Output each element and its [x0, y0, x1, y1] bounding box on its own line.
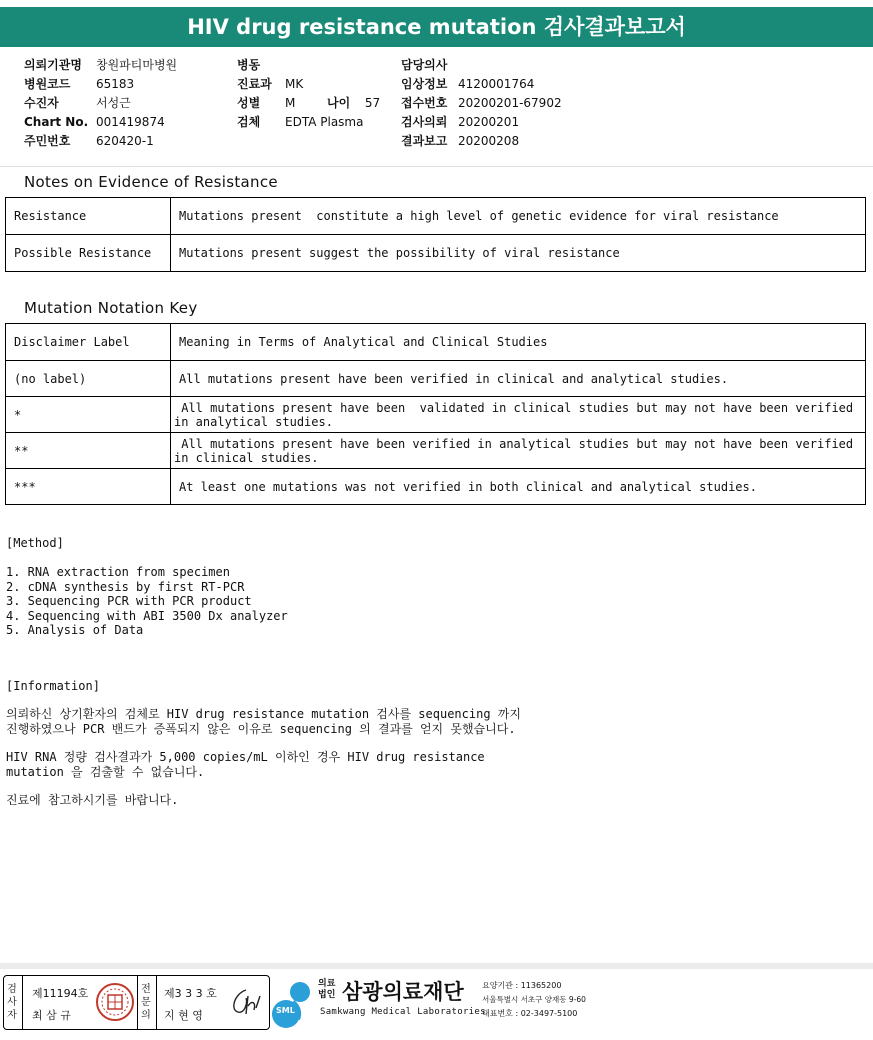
- notation-section-title: Mutation Notation Key: [24, 299, 198, 317]
- info-value: 001419874: [96, 115, 165, 129]
- organization-logo: [270, 975, 870, 1030]
- info-label: 담당의사: [401, 58, 448, 72]
- info-value: 20200208: [458, 134, 520, 148]
- info-field: [24, 75, 134, 93]
- info-value: 620420-1: [96, 134, 154, 148]
- sml-badge: SML: [276, 1006, 295, 1015]
- info-label: 병동: [237, 58, 261, 72]
- org-type-text: 의료법인: [318, 979, 336, 1000]
- info-label: 진료과: [237, 77, 272, 91]
- info-field: [24, 56, 177, 74]
- specialist-license: 제3 3 3 호: [164, 987, 217, 1000]
- evidence-description: Mutations present suggest the possibility of viral resistance: [171, 235, 866, 272]
- org-name: 삼광의료재단: [342, 980, 464, 1004]
- info-label: 병원코드: [24, 77, 71, 91]
- info-field: [237, 75, 303, 93]
- examiner-license: 제11194호: [32, 987, 89, 1000]
- information-heading: [Information]: [6, 679, 100, 693]
- notation-row: [6, 433, 866, 469]
- evidence-term: Resistance: [6, 198, 171, 235]
- info-field: [24, 132, 154, 150]
- info-label: Chart No.: [24, 115, 89, 129]
- patient-info-panel: [0, 48, 873, 167]
- info-label: 결과보고: [401, 134, 448, 148]
- age-value: 57: [364, 96, 381, 110]
- examiner-name: 최 삼 규: [32, 1009, 71, 1022]
- info-label: 검체: [237, 115, 261, 129]
- report-title: HIV drug resistance mutation 검사결과보고서: [0, 7, 873, 47]
- sml-logo-icon: [270, 978, 318, 1028]
- age-label: 나이: [327, 96, 351, 110]
- info-field: [237, 56, 285, 74]
- info-label: 주민번호: [24, 134, 71, 148]
- vertical-label-text: [4, 983, 20, 1022]
- evidence-term: Possible Resistance: [6, 235, 171, 272]
- vertical-label: 검사자: [7, 984, 17, 1021]
- info-value: 20200201: [458, 115, 520, 129]
- method-step: 3. Sequencing PCR with PCR product: [6, 594, 252, 608]
- institution-code: 요양기관 : 11365200: [482, 981, 562, 990]
- notation-row: [6, 324, 866, 361]
- evidence-section-title: Notes on Evidence of Resistance: [24, 173, 278, 191]
- evidence-description: Mutations present constitute a high level of genetic evidence for viral resistance: [171, 198, 866, 235]
- method-step: 4. Sequencing with ABI 3500 Dx analyzer: [6, 608, 288, 623]
- info-field: [401, 56, 458, 74]
- signature-box: [3, 975, 270, 1030]
- notation-key-table: [5, 323, 866, 505]
- notation-label: (no label): [6, 361, 171, 397]
- notation-meaning: Meaning in Terms of Analytical and Clinical Studies: [171, 324, 866, 361]
- method-step: 1. RNA extraction from specimen: [6, 565, 230, 579]
- footer-divider: [0, 963, 873, 969]
- notation-row: [6, 361, 866, 397]
- specialist-name: 지 현 영: [164, 1009, 203, 1022]
- notation-label: **: [6, 433, 171, 469]
- info-value: M: [285, 96, 296, 110]
- notation-meaning: At least one mutations was not verified in both clinical and analytical studies.: [171, 469, 866, 505]
- method-steps: [6, 565, 288, 638]
- examiner-label: [4, 976, 20, 1029]
- info-value: 20200201-67902: [458, 96, 562, 110]
- notation-label: *: [6, 397, 171, 433]
- evidence-row: [6, 235, 866, 272]
- evidence-row: [6, 198, 866, 235]
- info-field: [237, 113, 363, 131]
- info-value: 4120001764: [458, 77, 535, 91]
- info-label: 수진자: [24, 96, 59, 110]
- info-value: MK: [285, 77, 304, 91]
- info-value: 서성근: [96, 96, 131, 110]
- info-value: 창원파티마병원: [96, 58, 178, 72]
- information-para-1: 의뢰하신 상기환자의 검체로 HIV drug resistance mutation 검사를 sequencing 까지 진행하였으나 PCR 밴드가 증폭되지 않은 이유로 sequencing 의 결과를 얻지 못했습니다.: [6, 707, 521, 736]
- info-field: [24, 94, 131, 112]
- notation-label: ***: [6, 469, 171, 505]
- info-label: 접수번호: [401, 96, 448, 110]
- vertical-label: 전문의: [141, 984, 151, 1021]
- info-field: [401, 94, 562, 112]
- information-para-3: 진료에 참고하시기를 바랍니다.: [6, 793, 179, 807]
- info-value: 65183: [96, 77, 135, 91]
- info-label: 성별: [237, 96, 261, 110]
- age-field: [327, 94, 380, 112]
- info-label: 임상정보: [401, 77, 448, 91]
- seal-stamp-icon: [95, 981, 135, 1023]
- org-phone: 대표번호 : 02-3497-5100: [482, 1009, 578, 1018]
- info-label: 의뢰기관명: [24, 58, 82, 72]
- notation-meaning: All mutations present have been verified in analytical studies but may not have been verified in clinical studies.: [171, 433, 866, 469]
- specialist-label: [138, 976, 154, 1029]
- notation-label: Disclaimer Label: [6, 324, 171, 361]
- evidence-table: [5, 197, 866, 272]
- notation-meaning: All mutations present have been validated in clinical studies but may not have been verified in analytical studies.: [171, 397, 866, 433]
- method-heading: [Method]: [6, 536, 64, 550]
- vertical-label-text: [138, 983, 154, 1022]
- info-field: [401, 75, 534, 93]
- info-field: [24, 113, 165, 131]
- method-step: 5. Analysis of Data: [6, 623, 144, 637]
- information-para-2: HIV RNA 정량 검사결과가 5,000 copies/mL 이하인 경우 HIV drug resistance mutation 을 검출할 수 없습니다.: [6, 750, 485, 779]
- info-field: [401, 132, 519, 150]
- method-step: 2. cDNA synthesis by first RT-PCR: [6, 579, 245, 594]
- info-value: EDTA Plasma: [285, 115, 364, 129]
- signature-icon: [226, 984, 264, 1020]
- notation-row: [6, 397, 866, 433]
- info-field: [237, 94, 295, 112]
- org-english-name: Samkwang Medical Laboratories: [320, 1007, 486, 1017]
- org-type: [318, 979, 338, 1001]
- info-field: [401, 113, 519, 131]
- info-label: 검사의뢰: [401, 115, 448, 129]
- org-address: 서울특별시 서초구 양재동 9-60: [482, 995, 586, 1004]
- notation-meaning: All mutations present have been verified in clinical and analytical studies.: [171, 361, 866, 397]
- notation-row: [6, 469, 866, 505]
